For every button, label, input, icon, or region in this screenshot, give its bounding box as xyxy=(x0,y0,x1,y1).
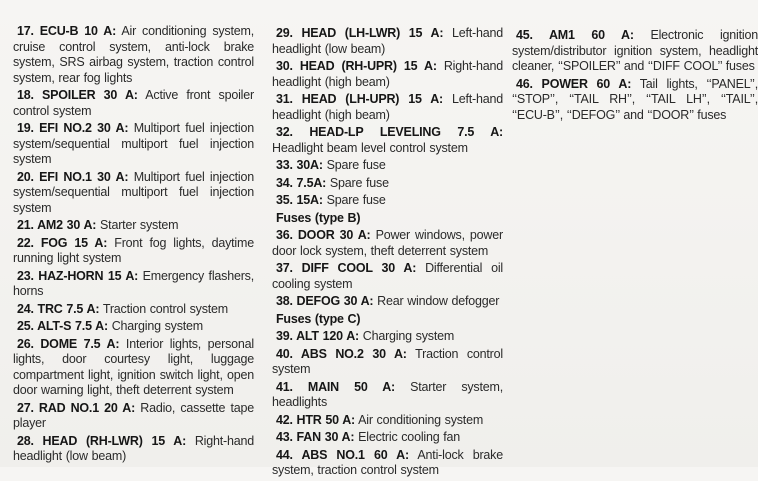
fuse-item xyxy=(13,121,254,168)
fuse-item xyxy=(13,302,254,318)
fuse-item xyxy=(13,170,254,217)
fuse-label: 28. HEAD (RH-LWR) 15 A: xyxy=(17,433,187,448)
fuse-item xyxy=(13,434,254,465)
fuse-item xyxy=(272,193,503,209)
fuse-item xyxy=(272,59,503,90)
fuse-label: 31. HEAD (LH-UPR) 15 A: xyxy=(276,92,443,106)
fuse-description: Differential oil cooling system xyxy=(272,261,503,291)
column-3 xyxy=(512,28,758,125)
fuse-item xyxy=(272,413,503,429)
fuse-label: 21. AM2 30 A: xyxy=(17,218,97,232)
fuse-label: 32. HEAD-LP LEVELING 7.5 A: xyxy=(276,125,503,139)
fuse-type-header: Fuses (type B) xyxy=(276,210,361,225)
fuse-item xyxy=(272,92,503,123)
fuse-label: 34. 7.5A: xyxy=(276,175,327,190)
fuse-label: 27. RAD NO.1 20 A: xyxy=(17,400,136,415)
fuse-description: Air conditioning system, cruise control system, anti-lock brake system, SRS airbag system, traction control system, rear fog lights xyxy=(13,24,254,85)
fuse-item xyxy=(13,88,254,119)
fuse-label: 41. MAIN 50 A: xyxy=(276,379,396,394)
fuse-item xyxy=(13,236,254,267)
fuse-item xyxy=(272,26,503,57)
fuse-label: 23. HAZ-HORN 15 A: xyxy=(17,268,139,283)
fuse-label: 43. FAN 30 A: xyxy=(276,430,355,444)
fuse-description: Headlight beam level control system xyxy=(272,140,468,155)
fuse-description: Electric cooling fan xyxy=(358,430,461,444)
fuse-label: 26. DOME 7.5 A: xyxy=(17,336,120,351)
fuse-item xyxy=(272,261,503,292)
fuse-item xyxy=(13,319,254,335)
fuse-description: Tail lights, ‘‘PANEL’’, ‘‘STOP’’, ‘‘TAIL RH’’, ‘‘TAIL LH’’, ‘‘TAIL’’, ‘‘ECU-B’’, ‘‘DEFOG’’ and ‘‘DOOR’’ fuses xyxy=(512,76,758,122)
column-1 xyxy=(13,24,254,467)
fuse-description: Spare fuse xyxy=(326,158,386,172)
fuse-description: Spare fuse xyxy=(326,193,386,207)
fuse-description: Right-hand headlight (low beam) xyxy=(13,433,254,463)
fuse-description: Multiport fuel injection system/sequential multiport fuel injection system xyxy=(13,169,254,215)
fuse-label: 35. 15A: xyxy=(276,193,323,207)
fuse-item xyxy=(272,329,503,345)
fuse-label: 20. EFI NO.1 30 A: xyxy=(17,169,129,184)
fuse-description: Emergency flashers, horns xyxy=(13,268,254,298)
fuse-label: 44. ABS NO.1 60 A: xyxy=(276,447,409,462)
fuse-label: 24. TRC 7.5 A: xyxy=(17,301,100,316)
fuse-item xyxy=(272,430,503,446)
fuse-item xyxy=(272,294,503,310)
fuse-description: Spare fuse xyxy=(329,175,389,190)
fuse-label: 40. ABS NO.2 30 A: xyxy=(276,346,407,361)
fuse-description: Charging system xyxy=(111,319,203,333)
fuse-label: 22. FOG 15 A: xyxy=(17,235,108,250)
fuse-description: Radio, cassette tape player xyxy=(13,400,254,430)
fuse-description: Power windows, power door lock system, theft deterrent system xyxy=(272,228,503,258)
fuse-label: 29. HEAD (LH-LWR) 15 A: xyxy=(276,26,444,40)
fuse-item xyxy=(512,28,758,75)
fuse-label: 18. SPOILER 30 A: xyxy=(17,88,138,102)
fuse-label: 45. AM1 60 A: xyxy=(516,28,634,42)
fuse-label: 33. 30A: xyxy=(276,158,323,172)
fuse-item xyxy=(272,176,503,192)
column-2 xyxy=(272,26,503,481)
fuse-label: 46. POWER 60 A: xyxy=(516,76,632,91)
fuse-item xyxy=(13,24,254,86)
fuse-item xyxy=(272,448,503,479)
fuse-item xyxy=(512,77,758,124)
fuse-label: 17. ECU-B 10 A: xyxy=(17,24,117,38)
fuse-item xyxy=(272,347,503,378)
fuse-label: 39. ALT 120 A: xyxy=(276,329,359,343)
fuse-description: Traction control system xyxy=(272,346,503,376)
fuse-description: Starter system, headlights xyxy=(272,379,503,409)
fuse-item xyxy=(272,125,503,156)
fuse-description: Left-hand headlight (high beam) xyxy=(272,92,503,122)
fuse-label: 37. DIFF COOL 30 A: xyxy=(276,261,417,275)
fuse-description: Left-hand headlight (low beam) xyxy=(272,26,503,56)
fuse-label: 42. HTR 50 A: xyxy=(276,412,356,427)
fuse-item xyxy=(272,228,503,259)
fuse-description: Active front spoiler control system xyxy=(13,88,254,118)
fuse-label: 36. DOOR 30 A: xyxy=(276,228,371,242)
fuse-description: Starter system xyxy=(100,218,179,232)
fuse-description: Interior lights, personal lights, door courtesy light, luggage compartment light, ignition switch light, open door warning light, theft deterrent system xyxy=(13,336,254,397)
fuse-item xyxy=(272,158,503,174)
fuse-item xyxy=(13,269,254,300)
fuse-item xyxy=(272,380,503,411)
fuse-label: 30. HEAD (RH-UPR) 15 A: xyxy=(276,59,437,73)
fuse-description: Right-hand headlight (high beam) xyxy=(272,59,503,89)
fuse-description: Multiport fuel injection system/sequential multiport fuel injection system xyxy=(13,121,254,166)
fuse-description: Charging system xyxy=(362,329,455,343)
fuse-item xyxy=(13,401,254,432)
fuse-label: 38. DEFOG 30 A: xyxy=(276,294,374,308)
fuse-description: Electronic ignition system/distributor ignition system, headlight cleaner, ‘‘SPOILER’’ and ‘‘DIFF COOL’’ fuses xyxy=(512,28,758,73)
fuse-description: Traction control system xyxy=(102,301,229,316)
fuse-item xyxy=(13,218,254,234)
fuse-label: 25. ALT-S 7.5 A: xyxy=(17,319,108,333)
fuse-description: Anti-lock brake system, traction control system xyxy=(272,447,503,477)
fuse-description: Rear window defogger xyxy=(377,294,500,308)
fuse-type-header: Fuses (type C) xyxy=(276,311,361,326)
fuse-label: 19. EFI NO.2 30 A: xyxy=(17,121,129,135)
fuse-item xyxy=(13,337,254,399)
fuse-description: Front fog lights, daytime running light system xyxy=(13,235,254,265)
fuse-description: Air conditioning system xyxy=(358,412,484,427)
